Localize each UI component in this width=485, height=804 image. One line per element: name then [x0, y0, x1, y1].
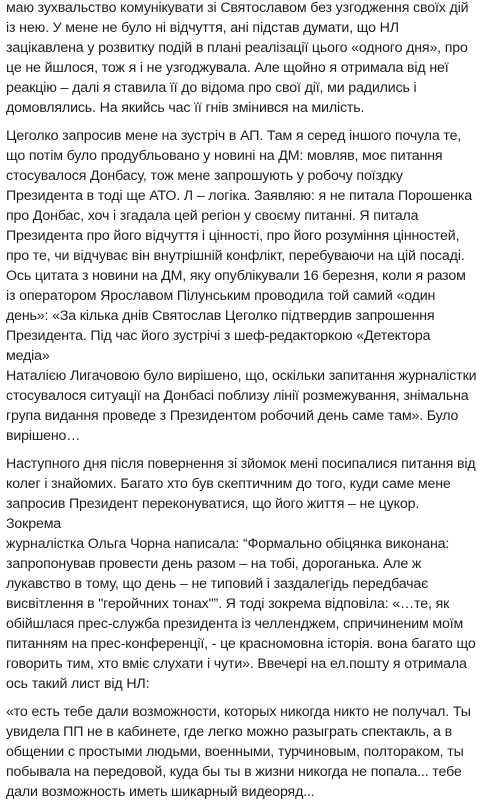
post-paragraph-3: Наступного дня після повернення зі зйомок мені посипалися питання від колег і знайомих. Багато хто був скептичним до того, куди саме мене запросив Президент переконуватися, що його життя – не цукор. Зокрема журналістка Ольга Чорна написала: “Формально обіцянка виконана: запропонував провести день разом – на тобі, дороганька. Але ж лукавство в тому, що день – не типовий і заздалегідь передбачає висвітлення в "геройчних тонах"”. Я тоді зокрема відповіла: «…те, як обійшлася прес-служба президента із челленджем, спричиненим моїм питанням на прес-конференції, - це красномовна історія. вона багато що говорить тим, хто вміє слухати і чути». Ввечері на ел.пошту я отримала ось такий лист від НЛ:	[6, 456, 476, 692]
post-paragraph-2: Цеголко запросив мене на зустріч в АП. Там я серед іншого почула те, що потім було продубльовано у новині на ДМ: мовляв, моє питання стосувалося Донбасу, тож мене запрошують у робочу поїздку Президента в тоді ще АТО. Л – логіка. Заявляю: я не питала Порошенка про Донбас, хоч і згадала цей регіон у своєму питанні. Я питала Президента про його відчуття і цінності, про його розуміння цінностей, про те, чи відчуває він внутрішній конфлікт, перебуваючи на цій посаді. Ось цитата з новини на ДМ, яку опублікували 16 березня, коли я разом із оператором Ярославом Пілунським проводила той самий «один день»: «За кілька днів Святослав Цеголко підтвердив запрошення Президента. Під час його зустрічі з шеф-редакторкою «Детектора медіа» Наталією Лигачовою було вирішено, що, оскільки запитання журналістки стосувалося ситуації на Донбасі поблизу лінії розмежування, знімальна група видання проведе з Президентом робочий день саме там». Було вирішено…	[6, 128, 477, 444]
post-paragraph-4: «то есть тебе дали возможности, которых никогда никто не получал. Ты увидела ПП не в кабинете, где легко можно разыграть спектакль, а в общении с простыми людьми, военными, турчиновым, полтораком, ты побывала на передовой, куда бы ты в жизни никогда не попала... тебе дали возможность иметь шикарный видеоряд...	[6, 704, 471, 800]
post-paragraph-1: маю зухвальство комунікувати зі Святославом без узгодження своїх дій із нею. У мене не було ні відчуття, ані підстав думати, що НЛ зацікавлена у розвитку подій в плані реалізації цього «одного дня», про це не йшлося, тож я і не узгоджувала. Але щойно я отримала від неї реакцію – далі я ставила її до відома про свої дії, ми радились і домовлялись. На якийсь час її гнів змінився на милість.	[6, 0, 469, 116]
